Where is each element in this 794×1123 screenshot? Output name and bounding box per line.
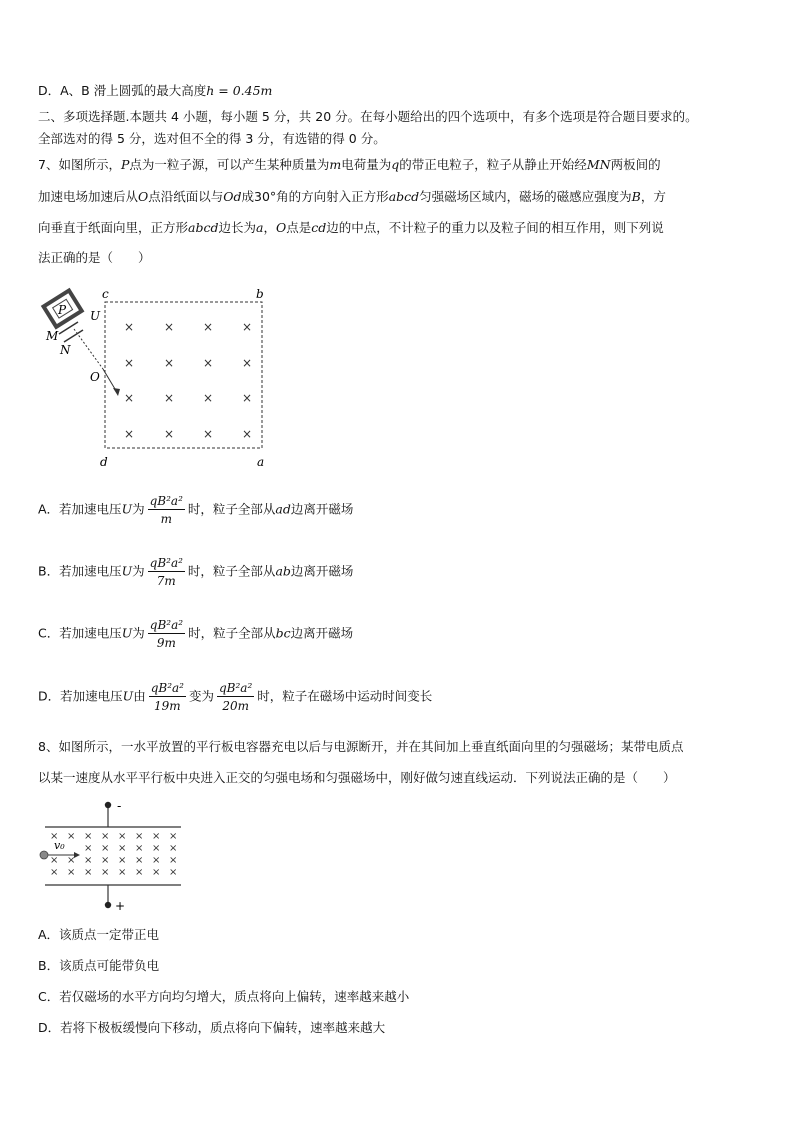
q7-option-text: 边离开磁场 xyxy=(290,625,354,641)
q7-var-od: Od xyxy=(223,189,242,204)
q8-cross: × xyxy=(101,843,110,854)
q7-text: 边的中点，不计粒子的重力以及粒子间的相互作用，则下列说 xyxy=(326,220,664,235)
q7-fraction-den: 20m xyxy=(222,699,249,713)
q7-text: 电荷量为 xyxy=(341,157,392,172)
q7-cross: × xyxy=(203,356,214,370)
q7-cross: × xyxy=(242,427,253,441)
q7-text: 两板间的 xyxy=(610,157,661,172)
q8-cross: × xyxy=(84,831,93,842)
q7-var-u: U xyxy=(121,563,133,579)
q7-fraction xyxy=(149,681,186,713)
q7-option-text: 时，粒子全部从 xyxy=(187,501,276,517)
q8-cross: × xyxy=(50,831,59,842)
q8-cross: × xyxy=(118,843,127,854)
q8-plus-label: + xyxy=(115,899,126,913)
q6-option-d xyxy=(38,83,272,99)
q7-var-abcd: abcd xyxy=(388,189,420,204)
q7-cross: × xyxy=(124,427,135,441)
q7-var-mn: MN xyxy=(586,157,611,172)
q8-option-d: D．若将下极板缓慢向下移动，质点将向下偏转，速率越来越大 xyxy=(38,1020,386,1035)
q7-arrow-head xyxy=(113,388,120,396)
q7-stem-line4: 法正确的是（ ） xyxy=(38,250,151,265)
q7-var-p: P xyxy=(120,157,130,172)
q7-cross: × xyxy=(242,391,253,405)
q8-stem-line2: 以某一速度从水平平行板中央进入正交的匀强电场和匀强磁场中，刚好做匀速直线运动．下列说法正确的是（ ） xyxy=(38,770,676,785)
q8-capacitor-figure xyxy=(38,797,188,915)
q7-cross: × xyxy=(124,391,135,405)
q8-cross: × xyxy=(84,843,93,854)
q7-var-o: O xyxy=(138,189,149,204)
q8-cross: × xyxy=(118,831,127,842)
q7-fraction-num: qB²a² xyxy=(149,618,184,632)
q7-label-m: M xyxy=(46,329,59,343)
q7-option-text: 由 xyxy=(133,688,146,704)
q8-cross: × xyxy=(50,867,59,878)
q7-text: 点是 xyxy=(286,220,312,235)
q8-cross: × xyxy=(152,843,161,854)
q8-option-a: A．该质点一定带正电 xyxy=(38,927,160,942)
q7-cross: × xyxy=(242,356,253,370)
q7-cross: × xyxy=(242,320,253,334)
q7-fraction-den: m xyxy=(160,512,172,526)
q7-fraction xyxy=(148,556,185,588)
q7-option-text: 变为 xyxy=(188,688,214,704)
q7-label-c: c xyxy=(102,287,109,301)
q7-cross: × xyxy=(164,427,175,441)
q7-var-cd: cd xyxy=(311,220,327,235)
q8-field-crosses xyxy=(50,831,177,878)
q8-particle xyxy=(40,851,48,859)
q7-label-b: b xyxy=(256,287,264,301)
q8-cross: × xyxy=(84,867,93,878)
q8-cross: × xyxy=(50,855,59,866)
q7-fraction xyxy=(217,681,254,713)
q7-option-text: 为 xyxy=(132,625,145,641)
q8-top-terminal xyxy=(105,802,111,808)
q7-fraction-den: 9m xyxy=(156,636,176,650)
q7-text: ，方 xyxy=(640,189,666,204)
q7-plate-n xyxy=(64,330,83,342)
q8-stem-line1: 8、如图所示，一水平放置的平行板电容器充电以后与电源断开，并在其间加上垂直纸面向里的匀强磁场；某带电质点 xyxy=(38,739,684,754)
q8-cross: × xyxy=(67,855,76,866)
q7-path-dashed xyxy=(74,329,103,369)
q7-text: ， xyxy=(263,220,276,235)
q7-option-text: 时，粒子全部从 xyxy=(187,563,276,579)
section2-line1: 二、多项选择题.本题共 4 小题，每小题 5 分，共 20 分。在每小题给出的四个选项中，有多个选项是符合题目要求的。 xyxy=(38,109,698,124)
q8-cross: × xyxy=(67,831,76,842)
q7-var-u: U xyxy=(122,688,134,704)
q8-minus-label: - xyxy=(117,799,122,813)
q8-cross: × xyxy=(169,867,178,878)
q7-text: 点为一粒子源，可以产生某种质量为 xyxy=(129,157,330,172)
q7-text: 点沿纸面以与 xyxy=(148,189,224,204)
q8-cross: × xyxy=(118,867,127,878)
q7-option-text: 边离开磁场 xyxy=(290,501,354,517)
q7-stem-line1 xyxy=(38,157,661,173)
q7-var-o: O xyxy=(275,220,287,235)
q8-cross: × xyxy=(135,855,144,866)
q7-text: 的带正电粒子，粒子从静止开始经 xyxy=(399,157,587,172)
q8-cross: × xyxy=(152,867,161,878)
q7-cross: × xyxy=(203,320,214,334)
q7-field-crosses xyxy=(124,320,252,441)
q7-label-n: N xyxy=(60,343,71,357)
q7-fraction xyxy=(148,494,185,526)
q7-var-u: U xyxy=(121,501,133,517)
q7-edge: ad xyxy=(275,501,291,517)
q8-cross: × xyxy=(152,855,161,866)
section2-line2: 全部选对的得 5 分，选对但不全的得 3 分，有选错的得 0 分。 xyxy=(38,131,386,146)
q8-cross: × xyxy=(152,831,161,842)
q8-cross: × xyxy=(135,831,144,842)
q8-option-c: C．若仅磁场的水平方向均匀增大，质点将向上偏转，速率越来越小 xyxy=(38,989,410,1004)
q7-option-text: 为 xyxy=(132,501,145,517)
q7-option-text: 时，粒子全部从 xyxy=(188,625,276,641)
q7-var-abcd: abcd xyxy=(188,220,219,235)
q7-text: 7、如图所示， xyxy=(38,157,121,172)
q8-v0-label: v₀ xyxy=(54,839,65,852)
q7-var-u: U xyxy=(121,625,133,641)
q7-fraction-num: qB²a² xyxy=(149,556,183,570)
q7-fraction-num: qB²a² xyxy=(150,681,184,695)
q7-label-o: O xyxy=(90,370,100,384)
q7-text: 加速电场加速后从 xyxy=(38,189,139,204)
q7-edge: bc xyxy=(275,625,291,641)
q8-cross: × xyxy=(67,867,76,878)
q7-var-q: q xyxy=(391,157,400,172)
q7-stem-line3 xyxy=(38,220,664,236)
q7-edge: ab xyxy=(275,563,291,579)
q7-var-b: B xyxy=(631,189,641,204)
q7-cross: × xyxy=(124,320,135,334)
q7-option-text: A．若加速电压 xyxy=(38,501,122,517)
q8-bottom-terminal xyxy=(105,902,111,908)
q7-label-a: a xyxy=(257,455,265,469)
q7-cross: × xyxy=(164,320,175,334)
q7-option-a xyxy=(38,494,353,526)
q7-var-a: a xyxy=(256,220,264,235)
q7-fraction-num: qB²a² xyxy=(149,494,183,508)
q7-label-d: d xyxy=(100,455,108,469)
q7-cross: × xyxy=(203,391,214,405)
q7-option-text: 时，粒子在磁场中运动时间变长 xyxy=(257,688,433,704)
q8-cross: × xyxy=(101,867,110,878)
q7-option-b xyxy=(38,556,353,588)
q8-option-b: B．该质点可能带负电 xyxy=(38,958,160,973)
q7-fraction xyxy=(148,618,185,650)
q8-cross: × xyxy=(101,855,110,866)
q7-cross: × xyxy=(164,356,175,370)
q8-cross: × xyxy=(135,867,144,878)
q7-fraction-den: 19m xyxy=(154,699,181,713)
q8-cross: × xyxy=(135,843,144,854)
q7-option-text: C．若加速电压 xyxy=(38,625,122,641)
q8-cross: × xyxy=(84,855,93,866)
q7-fraction-num: qB²a² xyxy=(219,681,253,695)
q7-magnetic-field-figure xyxy=(38,284,278,474)
q7-var-m: m xyxy=(329,157,342,172)
q7-cross: × xyxy=(124,356,135,370)
q7-stem-line2 xyxy=(38,189,666,205)
q7-option-c xyxy=(38,618,353,650)
q7-fraction-den: 7m xyxy=(156,574,176,588)
q7-text: 匀强磁场区域内，磁场的磁感应强度为 xyxy=(419,189,632,204)
q7-option-d xyxy=(38,681,432,713)
q7-option-text: 边离开磁场 xyxy=(290,563,354,579)
q6-option-d-text: D．A、B 滑上圆弧的最大高度 xyxy=(38,83,207,98)
q8-cross: × xyxy=(169,831,178,842)
q8-cross: × xyxy=(101,831,110,842)
q6-option-d-math: h = 0.45m xyxy=(206,83,273,98)
q7-cross: × xyxy=(203,427,214,441)
q8-cross: × xyxy=(169,843,178,854)
q7-text: 成30°角的方向射入正方形 xyxy=(241,189,389,204)
q7-option-text: 为 xyxy=(132,563,145,579)
q8-cross: × xyxy=(118,855,127,866)
q7-text: 边长为 xyxy=(218,220,256,235)
q7-option-text: D．若加速电压 xyxy=(38,688,123,704)
q7-option-text: B．若加速电压 xyxy=(38,563,122,579)
q8-cross: × xyxy=(169,855,178,866)
q7-cross: × xyxy=(164,391,175,405)
q7-text: 向垂直于纸面向里，正方形 xyxy=(38,220,189,235)
q7-label-u: U xyxy=(90,309,101,323)
q7-label-p: P xyxy=(58,303,67,317)
